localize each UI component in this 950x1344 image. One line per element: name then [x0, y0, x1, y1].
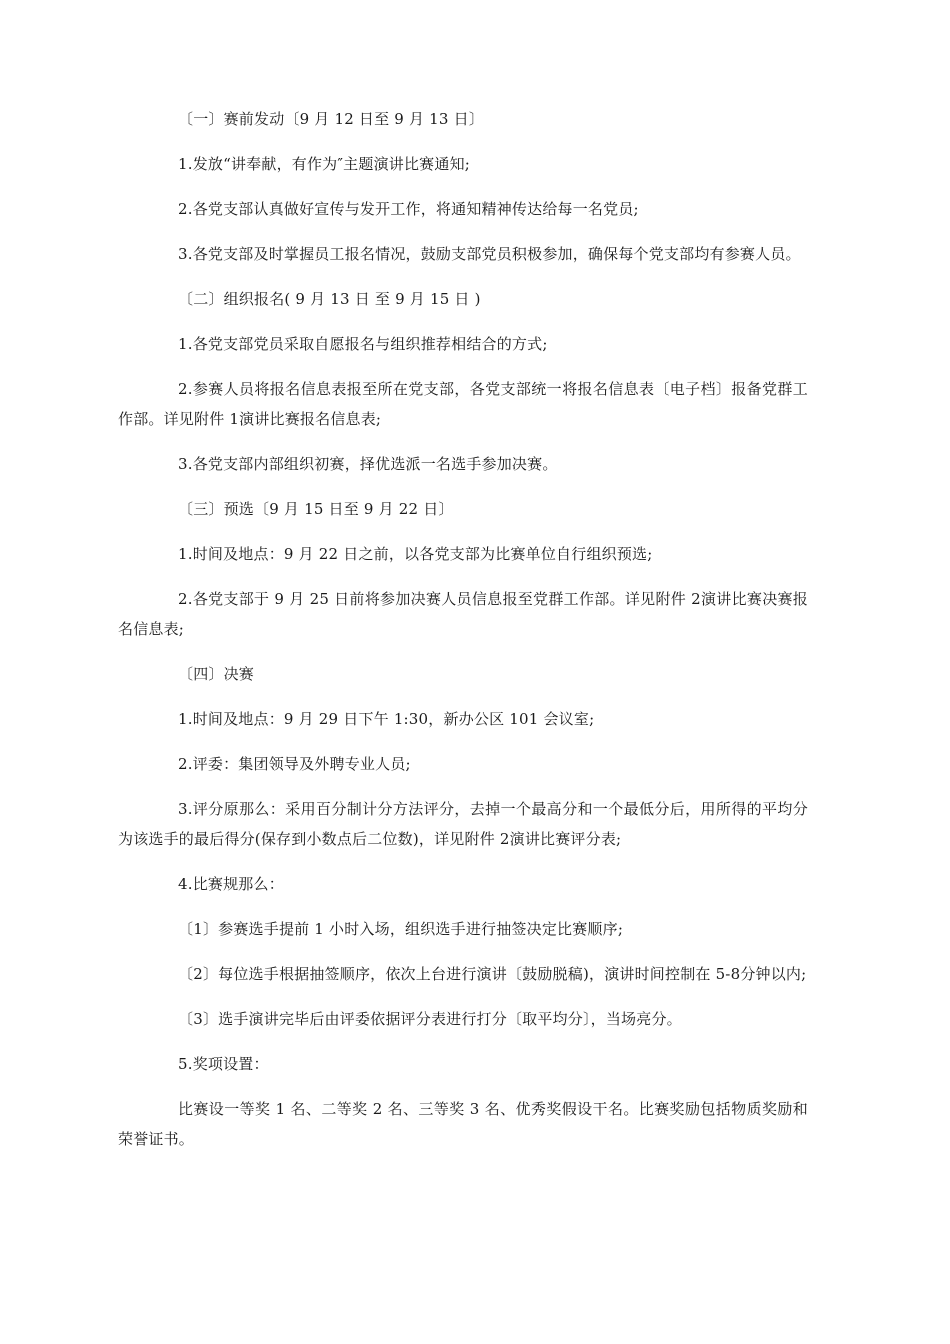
paragraph: 4.比赛规那么：: [178, 875, 284, 893]
paragraph: 〔3〕选手演讲完毕后由评委依据评分表进行打分〔取平均分〕，当场亮分。: [178, 1010, 682, 1028]
paragraph: 2.各党支部于 9 月 25 日前将参加决赛人员信息报至党群工作部。详见附件 2演讲比赛决赛报名信息表;: [118, 590, 808, 638]
paragraph: 比赛设一等奖 1 名、二等奖 2 名、三等奖 3 名、优秀奖假设干名。比赛奖励包括物质奖励和荣誉证书。: [118, 1100, 808, 1148]
paragraph: 〔2〕每位选手根据抽签顺序，依次上台进行演讲〔鼓励脱稿)，演讲时间控制在 5-8分钟以内;: [178, 965, 807, 983]
section-heading-registration: 〔二〕组织报名( 9 月 13 日 至 9 月 15 日 ): [178, 290, 481, 308]
paragraph: 1.发放“讲奉献，有作为″主题演讲比赛通知;: [178, 155, 471, 173]
section-heading-preliminary: 〔三〕预选〔9 月 15 日至 9 月 22 日〕: [178, 500, 454, 518]
paragraph: 2.参赛人员将报名信息表报至所在党支部，各党支部统一将报名信息表〔电子档〕报备党群工作部。详见附件 1演讲比赛报名信息表;: [118, 380, 808, 428]
paragraph: 1.时间及地点：9 月 29 日下午 1:30，新办公区 101 会议室;: [178, 710, 595, 728]
section-heading-pre-event: 〔一〕赛前发动〔9 月 12 日至 9 月 13 日〕: [178, 110, 485, 128]
section-heading-final: 〔四〕决赛: [178, 665, 255, 683]
paragraph: 3.各党支部及时掌握员工报名情况，鼓励支部党员积极参加，确保每个党支部均有参赛人员。: [178, 245, 801, 263]
paragraph: 2.各党支部认真做好宣传与发开工作，将通知精神传达给每一名党员;: [178, 200, 639, 218]
paragraph: 3.各党支部内部组织初赛，择优选派一名选手参加决赛。: [178, 455, 558, 473]
paragraph: 1.时间及地点：9 月 22 日之前，以各党支部为比赛单位自行组织预选;: [178, 545, 653, 563]
paragraph: 2.评委：集团领导及外聘专业人员;: [178, 755, 411, 773]
paragraph: 1.各党支部党员采取自愿报名与组织推荐相结合的方式;: [178, 335, 548, 353]
paragraph: 〔1〕参赛选手提前 1 小时入场，组织选手进行抽签决定比赛顺序;: [178, 920, 624, 938]
document-body: [118, 104, 808, 1169]
paragraph: 5.奖项设置：: [178, 1055, 269, 1073]
paragraph: 3.评分原那么：采用百分制计分方法评分，去掉一个最高分和一个最低分后，用所得的平均分为该选手的最后得分(保存到小数点后二位数)，详见附件 2演讲比赛评分表;: [118, 800, 808, 848]
